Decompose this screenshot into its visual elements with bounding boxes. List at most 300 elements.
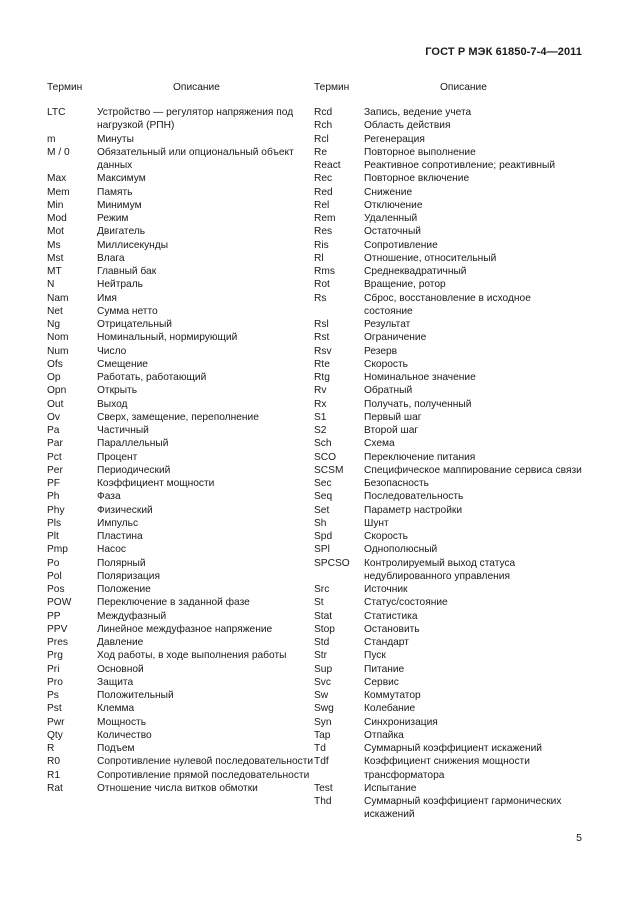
term-row	[314, 292, 582, 319]
term-description: Периодический	[97, 464, 171, 476]
term-row	[47, 596, 315, 609]
term-description: Специфическое маппирование сервиса связи	[364, 464, 582, 476]
term-abbreviation: Sup	[314, 663, 333, 675]
term-abbreviation: Rel	[314, 199, 330, 211]
term-row	[47, 318, 315, 331]
term-row	[47, 345, 315, 358]
term-row	[47, 755, 315, 768]
term-abbreviation: Mot	[47, 226, 64, 238]
term-row	[47, 557, 315, 570]
term-row	[314, 331, 582, 344]
term-abbreviation: Po	[47, 557, 60, 569]
term-description: Остановить	[364, 623, 420, 635]
term-description: Частичный	[97, 425, 149, 436]
term-abbreviation: PF	[47, 478, 61, 489]
term-description: Количество	[97, 729, 152, 741]
term-abbreviation: Rot	[314, 279, 330, 291]
term-description: Смещение	[97, 358, 148, 370]
term-description: Миллисекунды	[97, 239, 169, 251]
term-row	[47, 583, 315, 596]
term-description: Режим	[97, 213, 129, 224]
term-description: Последовательность	[364, 491, 464, 503]
term-abbreviation: Std	[314, 637, 330, 648]
term-abbreviation: St	[314, 597, 324, 609]
term-row	[314, 172, 582, 185]
term-row	[47, 702, 315, 715]
term-abbreviation: Syn	[314, 716, 332, 728]
term-description: Открыть	[97, 385, 138, 397]
term-abbreviation: Spd	[314, 531, 333, 542]
term-description: Полярный	[97, 557, 146, 569]
term-row	[314, 146, 582, 159]
term-abbreviation: Ms	[47, 239, 61, 251]
term-row	[47, 199, 315, 212]
term-description: Резерв	[364, 345, 398, 357]
term-description: Повторное выполнение	[364, 146, 476, 158]
term-row	[314, 676, 582, 689]
term-description: Второй шаг	[364, 425, 419, 436]
term-description: Безопасность	[364, 478, 429, 489]
term-abbreviation: Pro	[47, 676, 63, 688]
document-header: ГОСТ Р МЭК 61850-7-4—2011	[425, 46, 582, 58]
term-description: Память	[97, 186, 133, 198]
term-description: Испытание	[364, 782, 417, 794]
term-description: Ограничение	[364, 332, 427, 344]
term-description: Область действия	[364, 120, 451, 132]
term-abbreviation: LTC	[47, 107, 66, 118]
term-description: Минуты	[97, 133, 134, 145]
term-heading: Термин	[314, 82, 350, 93]
term-abbreviation: Mst	[47, 252, 64, 264]
term-description: Сопротивление нулевой последовательности	[97, 756, 314, 768]
term-row	[47, 530, 315, 543]
term-abbreviation: Rcd	[314, 107, 333, 118]
right-term-list	[314, 106, 582, 822]
term-description: Выход	[97, 398, 128, 410]
term-description: Отношение числа витков обмотки	[97, 782, 258, 794]
term-description: Отпайка	[364, 729, 404, 741]
term-abbreviation: Qty	[47, 729, 63, 741]
term-description: Получать, полученный	[364, 398, 472, 410]
term-abbreviation: S2	[314, 425, 327, 436]
term-abbreviation: Res	[314, 226, 333, 238]
term-abbreviation: Phy	[47, 504, 65, 516]
term-row	[314, 755, 582, 782]
term-row	[47, 716, 315, 729]
term-abbreviation: Set	[314, 504, 330, 516]
term-description: Поляризация	[97, 570, 160, 582]
term-row	[47, 623, 315, 636]
right-column	[314, 81, 582, 822]
term-description: Питание	[364, 663, 405, 675]
term-row	[47, 649, 315, 662]
term-abbreviation: Rs	[314, 292, 327, 304]
term-description: Нейтраль	[97, 279, 143, 291]
term-abbreviation: Rx	[314, 398, 327, 410]
term-abbreviation: Test	[314, 782, 333, 794]
term-description: Сопротивление	[364, 239, 438, 251]
term-row	[314, 464, 582, 477]
term-row	[47, 543, 315, 556]
term-row	[314, 278, 582, 291]
term-abbreviation: Sch	[314, 438, 332, 450]
term-row	[314, 623, 582, 636]
term-description: Результат	[364, 319, 411, 330]
term-row	[47, 252, 315, 265]
term-heading: Термин	[47, 82, 83, 93]
term-abbreviation: Ps	[47, 690, 59, 701]
term-row	[314, 702, 582, 715]
term-description: Запись, ведение учета	[364, 107, 472, 118]
term-row	[47, 437, 315, 450]
term-row	[47, 477, 315, 490]
term-description: Двигатель	[97, 226, 146, 238]
term-description: Подъем	[97, 743, 135, 754]
term-abbreviation: Tdf	[314, 756, 329, 768]
term-abbreviation: Op	[47, 372, 61, 383]
term-row	[314, 689, 582, 702]
term-abbreviation: Prg	[47, 650, 63, 662]
term-abbreviation: Pa	[47, 425, 60, 436]
term-row	[314, 583, 582, 596]
term-row	[47, 782, 315, 795]
term-abbreviation: Rst	[314, 332, 330, 344]
term-description: Мощность	[97, 716, 147, 728]
term-description: Однополюсный	[364, 544, 438, 556]
term-abbreviation: Sec	[314, 478, 332, 489]
term-description: Имя	[97, 292, 117, 304]
term-row	[47, 490, 315, 503]
term-description: Стандарт	[364, 637, 409, 648]
term-abbreviation: Mod	[47, 213, 67, 224]
term-description: Статус/состояние	[364, 597, 448, 609]
term-row	[47, 451, 315, 464]
term-description: Положительный	[97, 690, 174, 701]
term-row	[47, 398, 315, 411]
term-abbreviation: Ov	[47, 411, 61, 423]
term-description: Междуфазный	[97, 610, 167, 622]
term-row	[47, 331, 315, 344]
term-abbreviation: Rem	[314, 213, 336, 224]
term-abbreviation: Ng	[47, 319, 61, 330]
term-description: Главный бак	[97, 266, 157, 277]
term-abbreviation: SCSM	[314, 464, 344, 476]
term-row	[314, 636, 582, 649]
term-abbreviation: Rat	[47, 782, 63, 794]
term-description: Физический	[97, 504, 153, 516]
term-description: Коммутатор	[364, 690, 421, 701]
term-row	[314, 119, 582, 132]
term-abbreviation: M / 0	[47, 146, 70, 158]
term-abbreviation: Opn	[47, 385, 67, 397]
left-column-header	[47, 81, 315, 94]
term-abbreviation: Rec	[314, 173, 333, 185]
term-abbreviation: Src	[314, 584, 330, 595]
term-abbreviation: Red	[314, 186, 333, 198]
term-description: Переключение питания	[364, 451, 476, 463]
term-row	[314, 398, 582, 411]
term-abbreviation: Rsl	[314, 319, 329, 330]
term-description: Защита	[97, 676, 134, 688]
page-number: 5	[576, 832, 582, 844]
term-description: Сумма нетто	[97, 305, 158, 317]
term-description: Среднеквадратичный	[364, 266, 467, 277]
term-abbreviation: React	[314, 160, 341, 171]
description-heading: Описание	[440, 82, 487, 93]
term-row	[314, 504, 582, 517]
term-description: Работать, работающий	[97, 372, 207, 383]
term-row	[314, 106, 582, 119]
term-row	[47, 239, 315, 252]
term-abbreviation: Sh	[314, 517, 327, 529]
term-abbreviation: Pos	[47, 584, 65, 595]
term-abbreviation: m	[47, 133, 56, 145]
term-row	[47, 517, 315, 530]
term-row	[47, 384, 315, 397]
term-abbreviation: N	[47, 279, 55, 291]
term-abbreviation: Nam	[47, 292, 69, 304]
term-row	[47, 663, 315, 676]
term-row	[314, 225, 582, 238]
term-description: Максимум	[97, 173, 146, 185]
term-description: Остаточный	[364, 226, 421, 238]
term-row	[314, 437, 582, 450]
term-description: Шунт	[364, 517, 389, 529]
term-description: Колебание	[364, 703, 416, 715]
term-description: Регенерация	[364, 133, 425, 145]
term-row	[314, 490, 582, 503]
term-description: Повторное включение	[364, 173, 470, 185]
term-abbreviation: SPCSO	[314, 557, 350, 569]
term-description: Параметр настройки	[364, 504, 463, 516]
term-row	[47, 636, 315, 649]
term-row	[47, 212, 315, 225]
term-row	[314, 716, 582, 729]
term-description: Положение	[97, 584, 151, 595]
term-row	[314, 265, 582, 278]
term-abbreviation: Max	[47, 173, 67, 185]
term-abbreviation: Str	[314, 650, 328, 662]
term-row	[314, 239, 582, 252]
term-description: Отрицательный	[97, 319, 172, 330]
term-row	[314, 411, 582, 424]
term-abbreviation: SPl	[314, 544, 330, 556]
term-row	[314, 252, 582, 265]
term-abbreviation: Pls	[47, 517, 62, 529]
term-abbreviation: MT	[47, 266, 62, 277]
term-row	[47, 133, 315, 146]
term-row	[47, 371, 315, 384]
term-description: Число	[97, 345, 127, 357]
term-abbreviation: Pct	[47, 451, 62, 463]
term-abbreviation: Stat	[314, 610, 333, 622]
term-abbreviation: Plt	[47, 531, 59, 542]
term-description: Отношение, относительный	[364, 252, 497, 264]
description-heading: Описание	[173, 82, 220, 93]
term-description: Коэффициент мощности	[97, 478, 215, 489]
term-abbreviation: Swg	[314, 703, 334, 715]
term-description: Импульс	[97, 517, 139, 529]
term-description: Фаза	[97, 491, 121, 503]
term-abbreviation: Pmp	[47, 544, 68, 556]
term-row	[314, 742, 582, 755]
term-row	[47, 729, 315, 742]
term-row	[47, 358, 315, 371]
term-description: Сброс, восстановление в исходное состояние	[364, 292, 531, 317]
term-row	[314, 782, 582, 795]
term-row	[314, 543, 582, 556]
term-abbreviation: R	[47, 743, 55, 754]
term-abbreviation: Net	[47, 305, 63, 317]
term-abbreviation: PPV	[47, 623, 68, 635]
term-row	[314, 358, 582, 371]
term-abbreviation: Pri	[47, 663, 60, 675]
term-description: Источник	[364, 584, 408, 595]
term-row	[314, 318, 582, 331]
term-abbreviation: Rsv	[314, 345, 332, 357]
term-row	[314, 212, 582, 225]
term-row	[314, 345, 582, 358]
term-abbreviation: Ofs	[47, 358, 63, 370]
term-row	[47, 106, 315, 133]
term-row	[314, 159, 582, 172]
term-row	[314, 186, 582, 199]
term-description: Линейное междуфазное напряжение	[97, 623, 273, 635]
term-description: Вращение, ротор	[364, 279, 446, 291]
term-abbreviation: Thd	[314, 796, 332, 807]
term-row	[47, 305, 315, 318]
term-description: Процент	[97, 451, 138, 463]
term-abbreviation: Rms	[314, 266, 335, 277]
term-row	[314, 596, 582, 609]
term-row	[47, 689, 315, 702]
term-row	[47, 411, 315, 424]
term-abbreviation: Seq	[314, 491, 333, 503]
term-description: Снижение	[364, 186, 413, 198]
term-description: Насос	[97, 544, 126, 556]
term-description: Коэффициент снижения мощности трансформатора	[364, 756, 530, 781]
term-description: Схема	[364, 438, 395, 450]
term-row	[47, 742, 315, 755]
term-abbreviation: Rtg	[314, 372, 330, 383]
left-column	[47, 81, 315, 795]
term-row	[47, 172, 315, 185]
term-description: Сверх, замещение, переполнение	[97, 411, 259, 423]
term-description: Влага	[97, 252, 125, 264]
term-abbreviation: S1	[314, 411, 327, 423]
term-row	[47, 570, 315, 583]
term-description: Обратный	[364, 385, 413, 397]
term-abbreviation: Rch	[314, 120, 333, 132]
term-row	[314, 530, 582, 543]
term-abbreviation: POW	[47, 597, 72, 609]
term-row	[314, 649, 582, 662]
term-abbreviation: Min	[47, 199, 64, 211]
term-abbreviation: Tap	[314, 729, 331, 741]
term-row	[47, 278, 315, 291]
term-description: Статистика	[364, 610, 418, 622]
term-abbreviation: Pst	[47, 703, 62, 715]
term-abbreviation: Par	[47, 438, 63, 450]
term-abbreviation: Rcl	[314, 133, 329, 145]
term-description: Пластина	[97, 531, 143, 542]
term-abbreviation: Pwr	[47, 716, 65, 728]
term-row	[314, 424, 582, 437]
term-abbreviation: Pol	[47, 570, 62, 582]
term-description: Минимум	[97, 199, 142, 211]
term-row	[314, 451, 582, 464]
term-description: Суммарный коэффициент гармонических искажений	[364, 796, 562, 821]
term-row	[314, 371, 582, 384]
term-abbreviation: Td	[314, 743, 326, 754]
term-description: Пуск	[364, 650, 386, 662]
term-abbreviation: Sw	[314, 690, 329, 701]
term-description: Скорость	[364, 531, 408, 542]
left-term-list	[47, 106, 315, 795]
term-row	[47, 610, 315, 623]
term-row	[47, 292, 315, 305]
right-column-header	[314, 81, 582, 94]
term-abbreviation: Svc	[314, 676, 331, 688]
term-row	[47, 769, 315, 782]
term-row	[47, 265, 315, 278]
term-row	[47, 676, 315, 689]
term-description: Суммарный коэффициент искажений	[364, 743, 542, 754]
term-row	[314, 384, 582, 397]
term-row	[47, 464, 315, 477]
term-description: Контролируемый выход статуса недублированного управления	[364, 557, 516, 582]
term-row	[314, 199, 582, 212]
term-abbreviation: Out	[47, 398, 64, 410]
term-description: Ход работы, в ходе выполнения работы	[97, 650, 287, 662]
term-abbreviation: Per	[47, 464, 63, 476]
term-description: Клемма	[97, 703, 135, 715]
term-description: Обязательный или опциональный объект данных	[97, 146, 294, 171]
term-row	[314, 663, 582, 676]
term-row	[47, 504, 315, 517]
term-description: Основной	[97, 663, 144, 675]
term-description: Переключение в заданной фазе	[97, 597, 250, 609]
term-description: Номинальное значение	[364, 372, 476, 383]
term-abbreviation: Ris	[314, 239, 329, 251]
term-abbreviation: Re	[314, 146, 328, 158]
term-abbreviation: Stop	[314, 623, 335, 635]
term-abbreviation: Ph	[47, 491, 60, 503]
term-row	[47, 186, 315, 199]
term-description: Реактивное сопротивление; реактивный	[364, 160, 556, 171]
term-row	[314, 729, 582, 742]
term-row	[47, 225, 315, 238]
term-abbreviation: Mem	[47, 186, 70, 198]
term-description: Синхронизация	[364, 716, 438, 728]
term-description: Первый шаг	[364, 411, 422, 423]
term-description: Давление	[97, 637, 144, 648]
term-row	[47, 146, 315, 173]
term-description: Сопротивление прямой последовательности	[97, 769, 310, 781]
term-abbreviation: Num	[47, 345, 69, 357]
term-description: Устройство — регулятор напряжения под нагрузкой (РПН)	[97, 107, 294, 132]
term-abbreviation: Rl	[314, 252, 324, 264]
term-abbreviation: Nom	[47, 332, 69, 344]
term-row	[314, 133, 582, 146]
term-description: Параллельный	[97, 438, 169, 450]
term-row	[314, 610, 582, 623]
term-row	[47, 424, 315, 437]
term-description: Скорость	[364, 358, 408, 370]
term-row	[314, 517, 582, 530]
term-description: Удаленный	[364, 213, 418, 224]
term-row	[314, 795, 582, 822]
